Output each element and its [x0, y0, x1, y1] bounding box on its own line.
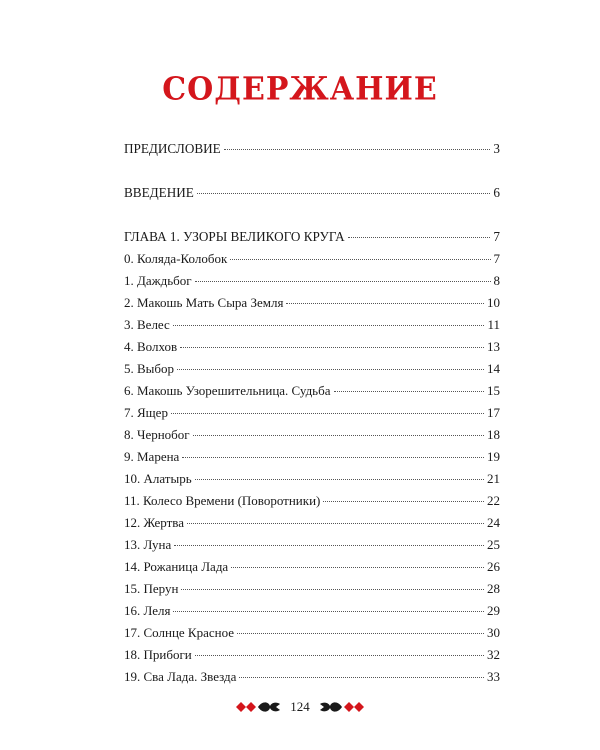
toc-entry-label: 8. Чернобог — [124, 427, 190, 442]
dot-leader — [239, 676, 484, 678]
toc-entry-page: 3 — [493, 141, 500, 156]
toc-entry-label: 5. Выбор — [124, 361, 175, 376]
toc-entry-label: ГЛАВА 1. УЗОРЫ ВЕЛИКОГО КРУГА — [124, 229, 345, 244]
toc-entry[interactable] — [124, 581, 500, 597]
toc-entry[interactable] — [124, 295, 500, 311]
toc-entry-page: 30 — [487, 625, 500, 640]
toc-entry-label: 7. Ящер — [124, 405, 168, 420]
dot-leader — [197, 192, 491, 194]
toc-entry-label: 18. Прибоги — [124, 647, 192, 662]
toc-entry-label: 3. Велес — [124, 317, 170, 332]
dot-leader — [286, 302, 484, 304]
toc-entry[interactable] — [124, 317, 500, 333]
page-title: СОДЕРЖАНИЕ — [162, 71, 438, 108]
toc-entry-page: 21 — [487, 471, 500, 486]
toc-entry-page: 18 — [487, 427, 500, 442]
toc-entry-page: 24 — [487, 515, 500, 530]
toc-entry-page: 11 — [487, 317, 500, 332]
toc-entry-label: ВВЕДЕНИЕ — [124, 185, 194, 200]
toc-entry[interactable] — [124, 251, 500, 267]
toc-entry-label: 0. Коляда-Колобок — [124, 251, 228, 266]
toc-entry-page: 22 — [487, 493, 500, 508]
toc-entry-page: 19 — [487, 449, 500, 464]
toc-entry-label: 14. Рожаница Лада — [124, 559, 229, 574]
toc-entry-page: 15 — [487, 383, 500, 398]
toc-entry-label: 6. Макошь Узорешительница. Судьба — [124, 383, 331, 398]
toc-entry[interactable] — [124, 273, 500, 289]
dot-leader — [173, 324, 485, 326]
dot-leader — [187, 522, 484, 524]
toc-entry-label: 19. Сва Лада. Звезда — [124, 669, 237, 684]
dot-leader — [224, 148, 491, 150]
toc-entry-page: 28 — [487, 581, 500, 596]
toc-entry-page: 14 — [487, 361, 500, 376]
toc-entry-label: 12. Жертва — [124, 515, 185, 530]
toc-entry-label: 17. Солнце Красное — [124, 625, 235, 640]
toc-entry-label: 11. Колесо Времени (Поворотники) — [124, 493, 321, 508]
toc-entry-page: 13 — [487, 339, 500, 354]
toc-entry[interactable] — [124, 537, 500, 553]
toc-entry[interactable] — [124, 141, 500, 157]
toc-entry-label: 13. Луна — [124, 537, 172, 552]
toc-entry[interactable] — [124, 405, 500, 421]
toc-entry[interactable] — [124, 493, 500, 509]
toc-entry-label: 9. Марена — [124, 449, 180, 464]
dot-leader — [177, 368, 484, 370]
dot-leader — [334, 390, 485, 392]
toc-entry[interactable] — [124, 647, 500, 663]
dot-leader — [195, 280, 491, 282]
toc-entry-page: 25 — [487, 537, 500, 552]
dot-leader — [171, 412, 484, 414]
toc-entry[interactable] — [124, 625, 500, 641]
toc-entry[interactable] — [124, 471, 500, 487]
dot-leader — [231, 566, 484, 568]
toc-entry-page: 8 — [493, 273, 500, 288]
toc-entry[interactable] — [124, 669, 500, 685]
dot-leader — [193, 434, 484, 436]
toc-entry-label: 2. Макошь Мать Сыра Земля — [124, 295, 284, 310]
toc-entry-label: ПРЕДИСЛОВИЕ — [124, 141, 221, 156]
dot-leader — [182, 456, 484, 458]
toc-entry-label: 15. Перун — [124, 581, 179, 596]
toc-entry[interactable] — [124, 515, 500, 531]
dot-leader — [348, 236, 491, 238]
dot-leader — [195, 654, 484, 656]
toc-entry-page: 6 — [493, 185, 500, 200]
toc-entry[interactable] — [124, 361, 500, 377]
toc-entry[interactable] — [124, 185, 500, 201]
toc-entry-page: 29 — [487, 603, 500, 618]
dot-leader — [323, 500, 484, 502]
toc-entry-label: 4. Волхов — [124, 339, 178, 354]
toc-entry[interactable] — [124, 339, 500, 355]
toc-entry[interactable] — [124, 559, 500, 575]
toc-entry-label: 1. Даждьбог — [124, 273, 192, 288]
toc-entry-page: 26 — [487, 559, 500, 574]
folk-ornament-left-icon — [234, 698, 284, 716]
toc-entry-page: 33 — [487, 669, 500, 684]
toc-entry-label: 10. Алатырь — [124, 471, 192, 486]
toc-entry[interactable] — [124, 603, 500, 619]
toc-entry-page: 32 — [487, 647, 500, 662]
toc-entry-page: 17 — [487, 405, 500, 420]
toc-entry-page: 7 — [493, 251, 500, 266]
toc-entry-page: 10 — [487, 295, 500, 310]
page-footer — [0, 698, 600, 716]
toc-entry[interactable] — [124, 449, 500, 465]
toc-entry[interactable] — [124, 427, 500, 443]
toc-entry[interactable] — [124, 383, 500, 399]
dot-leader — [173, 610, 484, 612]
dot-leader — [180, 346, 484, 348]
toc-entry-label: 16. Леля — [124, 603, 171, 618]
dot-leader — [237, 632, 484, 634]
dot-leader — [174, 544, 484, 546]
folk-ornament-right-icon — [316, 698, 366, 716]
dot-leader — [181, 588, 484, 590]
toc-entry-page: 7 — [493, 229, 500, 244]
toc-entry[interactable] — [124, 229, 500, 245]
dot-leader — [195, 478, 484, 480]
page-number: 124 — [290, 699, 310, 714]
dot-leader — [230, 258, 490, 260]
